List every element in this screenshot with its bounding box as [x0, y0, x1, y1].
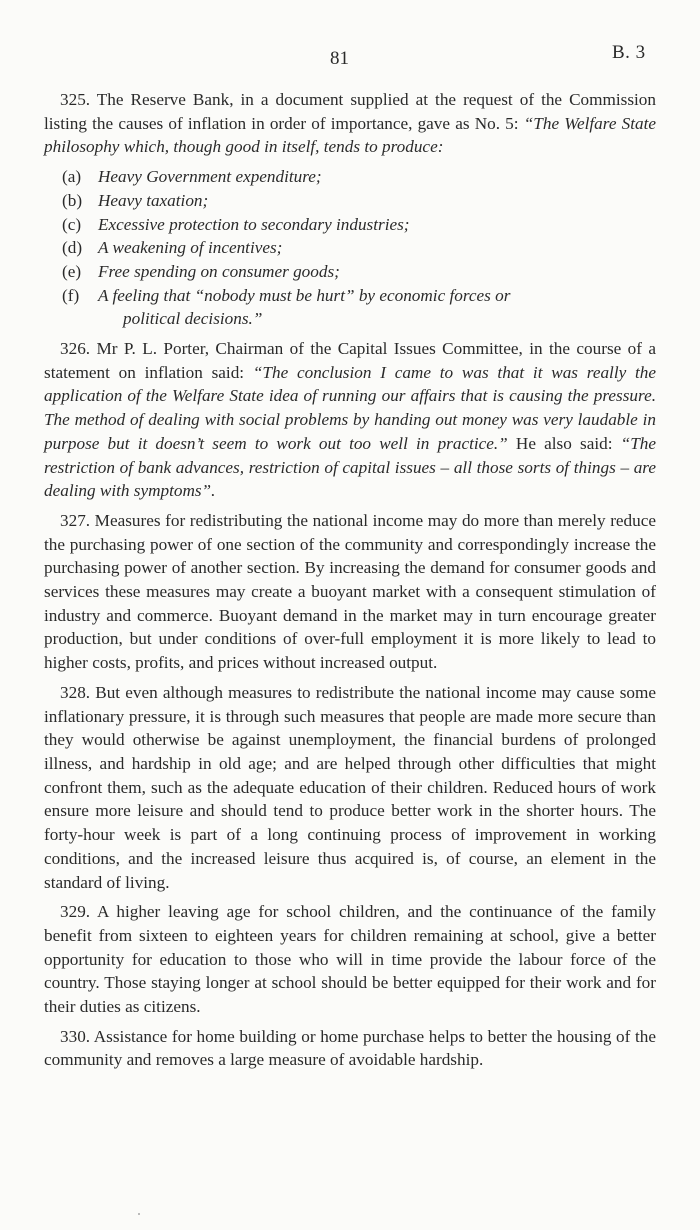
paragraph-number: 330. [60, 1026, 91, 1046]
list-item [44, 236, 654, 260]
paragraph-text: He also said: [507, 433, 621, 453]
list-item-text: A feeling that “nobody must be hurt” by economic forces or [98, 285, 511, 305]
list-item-text: Free spending on consumer goods; [98, 261, 340, 281]
list-item [44, 260, 654, 284]
quoted-text: “The conclusion I came to was that it was really the application of the Welfare State idea of running our affairs that is causing the pressure. The method of dealing with social problems by handing out money was very laudable in purpose but it doesn’t seem to work out too well in practice.” [44, 362, 656, 453]
paragraph-text: But even although measures to redistribute the national income may cause some inflationary pressure, it is through such measures that people are made more secure than they would otherwise be against unemployment, the financial burdens of prolonged illness, and hardship in old age; and are helped through other difficulties that might confront them, such as the adequate education of their children. Reduced hours of work ensure more leisure and should tend to produce better work in the shorter hours. The forty-hour week is part of a long continuing process of improvement in working conditions, and the increased leisure thus acquired is, of course, an element in the standard of living. [44, 682, 656, 892]
paragraph-329 [44, 900, 656, 1019]
paragraph-text: The Reserve Bank, in a document supplied at the request of the Commission listing the causes of inflation in order of importance, gave as No. 5: [44, 90, 656, 133]
page-number: 81 [330, 48, 349, 69]
list-item-label: (a) [62, 167, 82, 187]
list-item-label: (d) [62, 238, 83, 258]
list-item-label: (e) [62, 261, 82, 281]
list-item-text: Heavy taxation; [98, 190, 209, 210]
list-item-text-continued: political decisions.” [123, 309, 263, 329]
list-item-text: Heavy Government expenditure; [98, 167, 322, 187]
paragraph-327 [44, 509, 656, 675]
paragraph-text: Assistance for home building or home purchase helps to better the housing of the community and removes a large measure of avoidable hardship. [44, 1026, 656, 1070]
list-item-label: (f) [62, 285, 80, 305]
paragraph-number: 327. [60, 510, 91, 530]
causes-list [44, 165, 656, 331]
list-item-text: Excessive protection to secondary industries; [98, 214, 410, 234]
quoted-text: “The restriction of bank advances, restriction of capital issues – all those sorts of things – are dealing with symptoms”. [44, 433, 656, 501]
page-speck [138, 1213, 140, 1215]
list-item-label: (c) [62, 214, 82, 234]
list-item [44, 213, 654, 237]
paragraph-number: 325. [60, 90, 91, 109]
paragraph-text: Mr P. L. Porter, Chairman of the Capital Issues Committee, in the course of a statement on inflation said: [44, 339, 656, 382]
paragraph-number: 328. [60, 682, 91, 702]
list-item [44, 189, 654, 213]
list-item-text: A weakening of incentives; [98, 238, 283, 258]
paragraph-328 [44, 681, 656, 894]
paragraph-325 [44, 88, 656, 159]
list-item-label: (b) [62, 190, 83, 210]
paragraph-text: Measures for redistributing the national income may do more than merely reduce the purchasing power of one section of the community and correspondingly increase the purchasing power of another section. By increasing the demand for consumer goods and services these measures may create a buoyant market with a consequent stimulation of industry and commerce. Buoyant demand in the market may in turn encourage greater production, but under conditions of over-full employment it is more likely to lead to higher costs, profits, and prices without increased output. [44, 510, 656, 673]
list-item [44, 284, 654, 331]
paragraph-326 [44, 337, 656, 503]
document-body [44, 88, 656, 1078]
paragraph-text: A higher leaving age for school children, and the continuance of the family benefit from sixteen to eighteen years for children remaining at school, give a better opportunity for education to those who will in time provide the labour force of the country. Those staying longer at school should be better equipped for their work and for their duties as citizens. [44, 902, 656, 1017]
list-item [44, 165, 654, 189]
paragraph-number: 329. [60, 902, 91, 922]
paragraph-330 [44, 1025, 656, 1072]
quoted-text: “The Welfare State philosophy which, though good in itself, tends to produce: [44, 113, 656, 157]
paragraph-number: 326. [60, 339, 91, 359]
document-reference: B. 3 [612, 42, 646, 63]
